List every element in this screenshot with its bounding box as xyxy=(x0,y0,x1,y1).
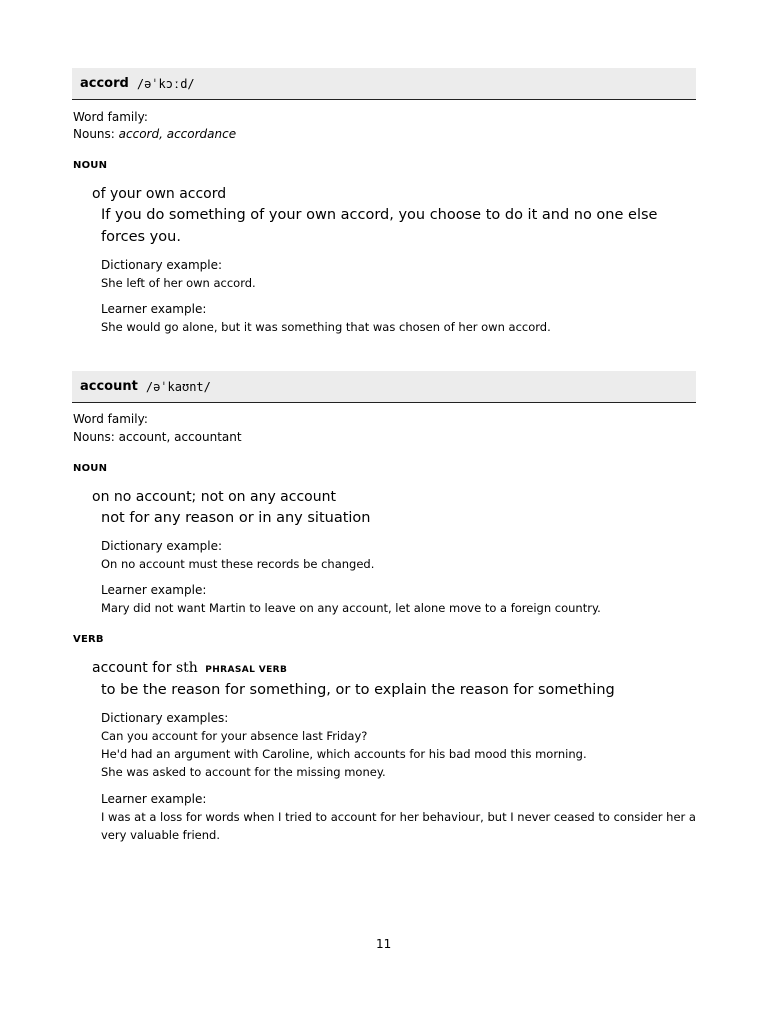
dictionary-example: She left of her own accord. xyxy=(101,276,256,290)
word-family-nouns xyxy=(73,127,236,141)
definition: If you do something of your own accord, you choose to do it and no one else forces you. xyxy=(101,207,658,245)
nouns-value: accord, accordance xyxy=(118,127,237,141)
part-of-speech: NOUN xyxy=(73,463,108,474)
definition: not for any reason or in any situation xyxy=(101,510,371,526)
phrase-sth: sth xyxy=(175,660,198,676)
learner-example-label: Learner example: xyxy=(101,792,207,806)
page-number: 11 xyxy=(376,937,392,951)
learner-example-label: Learner example: xyxy=(101,583,207,597)
definition: to be the reason for something, or to explain the reason for something xyxy=(101,682,615,698)
learner-example: I was at a loss for words when I tried to account for her behaviour, but I never ceased to consider her a very valuable friend. xyxy=(101,810,696,842)
part-of-speech: NOUN xyxy=(73,160,108,171)
pronunciation: /əˈkɔːd/ xyxy=(136,76,195,91)
part-of-speech: VERB xyxy=(73,634,104,645)
nouns-label: Nouns: xyxy=(73,127,115,141)
word-family-label: Word family: xyxy=(73,412,148,426)
phrase-heading xyxy=(92,660,287,676)
learner-example: Mary did not want Martin to leave on any account, let alone move to a foreign country. xyxy=(101,601,601,615)
phrasal-verb-tag: PHRASAL VERB xyxy=(205,665,288,675)
headword-bar-accord xyxy=(72,68,696,100)
headword: accord xyxy=(80,76,129,91)
learner-example-label: Learner example: xyxy=(101,302,207,316)
word-family-label: Word family: xyxy=(73,110,148,124)
nouns-value: account, accountant xyxy=(118,430,242,444)
dictionary-example: On no account must these records be changed. xyxy=(101,557,375,571)
phrase-text: account for xyxy=(92,660,172,676)
dictionary-example: He'd had an argument with Caroline, which accounts for his bad mood this morning. xyxy=(101,747,587,761)
dictionary-example-label: Dictionary example: xyxy=(101,539,223,553)
dictionary-example-label: Dictionary example: xyxy=(101,258,223,272)
dictionary-examples-label: Dictionary examples: xyxy=(101,711,229,725)
dictionary-example: Can you account for your absence last Friday? xyxy=(101,729,368,743)
nouns-label: Nouns: xyxy=(73,430,115,444)
learner-example: She would go alone, but it was something that was chosen of her own accord. xyxy=(101,320,551,334)
pronunciation: /əˈkaʊnt/ xyxy=(145,379,211,394)
dictionary-example: She was asked to account for the missing money. xyxy=(101,765,386,779)
phrase-heading: of your own accord xyxy=(92,186,227,202)
headword: account xyxy=(80,379,138,394)
word-family-nouns xyxy=(73,430,242,444)
headword-bar-account xyxy=(72,371,696,403)
phrase-heading: on no account; not on any account xyxy=(92,489,336,505)
